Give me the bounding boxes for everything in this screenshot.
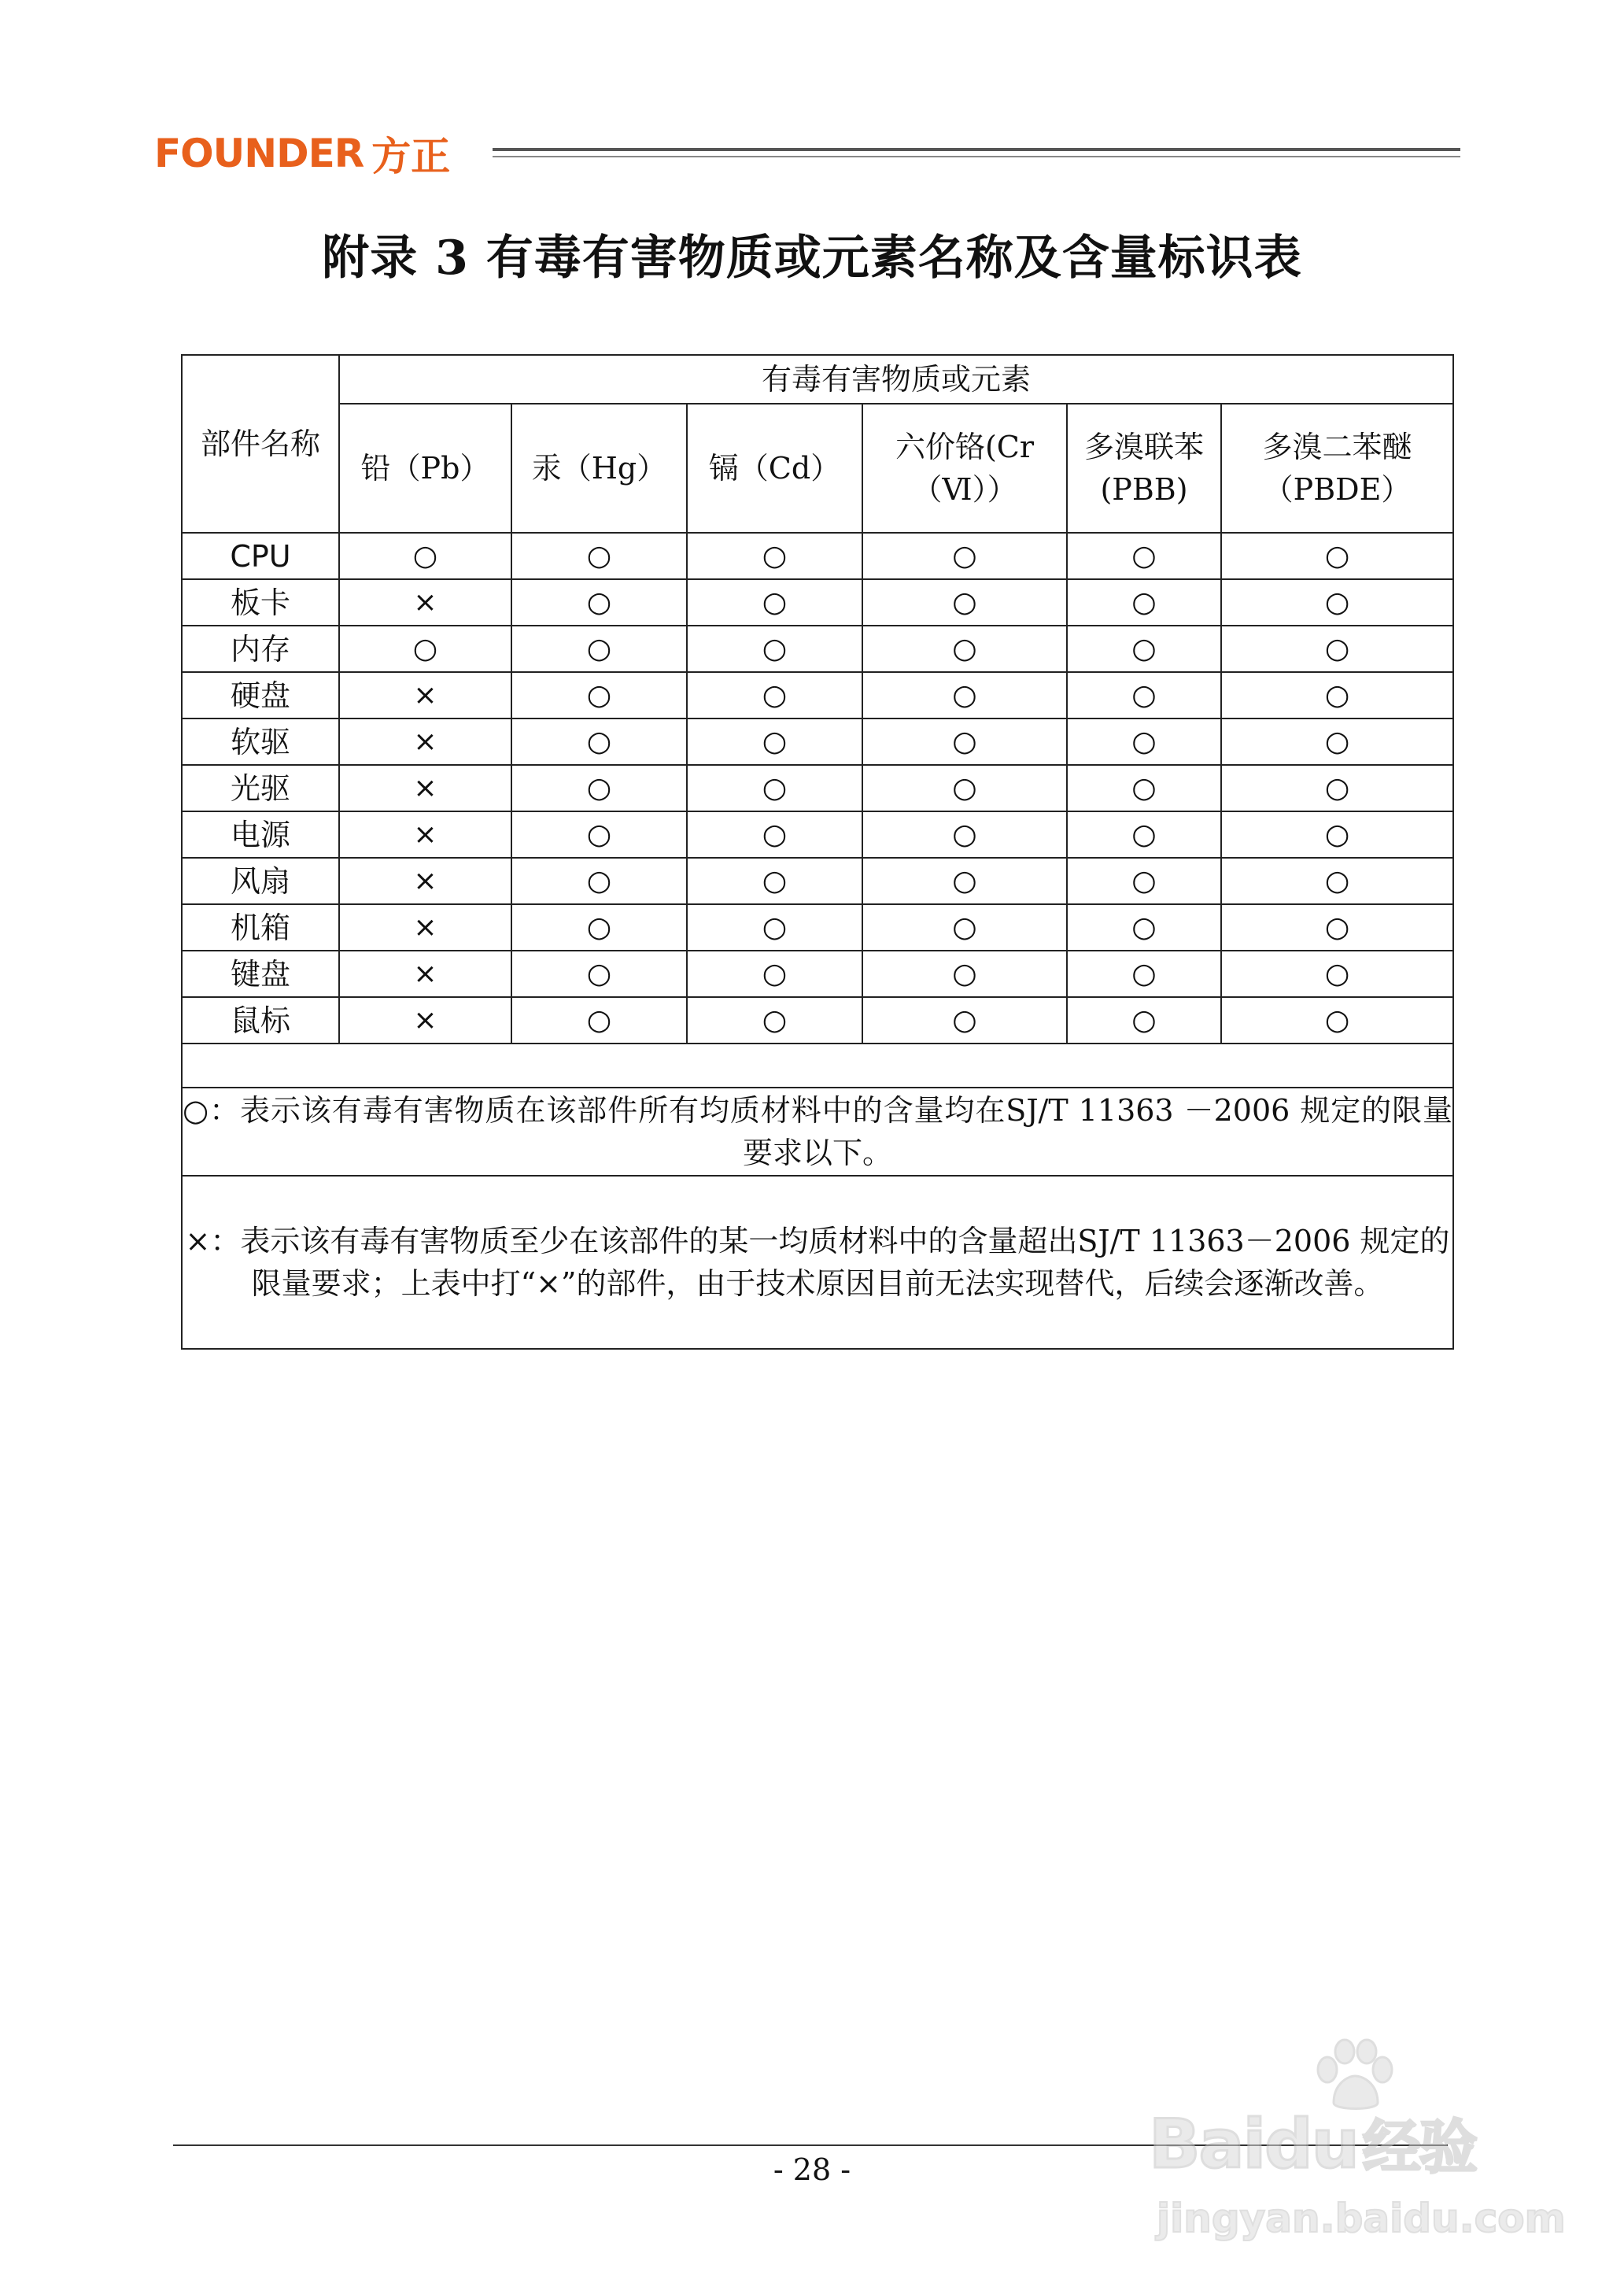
part-name-cell: 电源 [182,811,339,858]
substance-mark-cell: ○ [511,858,687,904]
substance-mark-cell: ○ [862,579,1067,626]
substance-header-hg: 汞（Hg） [511,404,687,533]
substance-mark-cell: ○ [511,579,687,626]
table-row [182,951,1453,997]
baidu-watermark [1149,2038,1566,2259]
table-row [182,579,1453,626]
substance-mark-cell: ○ [1221,533,1453,579]
substance-mark-cell: ○ [687,718,862,765]
substance-mark-cell: ○ [862,904,1067,951]
substance-mark-cell: ○ [511,997,687,1044]
logo-latin-text: FOUNDER [154,131,364,176]
substance-mark-cell: ○ [1221,951,1453,997]
substance-mark-cell: ○ [1067,951,1221,997]
substance-mark-cell: × [339,858,511,904]
page-title: 附录 3 有毒有害物质或元素名称及含量标识表 [322,231,1302,286]
substance-mark-cell: ○ [511,951,687,997]
substance-mark-cell: ○ [511,811,687,858]
substance-mark-cell: ○ [862,858,1067,904]
substance-mark-cell: ○ [511,672,687,718]
page-header [154,126,1460,181]
substance-header-pbb: 多溴联苯(PBB) [1067,404,1221,533]
substance-header-pb: 铅（Pb） [339,404,511,533]
substance-mark-cell: ○ [1067,579,1221,626]
substance-mark-cell: ○ [862,997,1067,1044]
substance-mark-cell: ○ [1221,811,1453,858]
part-name-cell: 键盘 [182,951,339,997]
substance-mark-cell: ○ [1067,811,1221,858]
part-name-cell: 软驱 [182,718,339,765]
substance-mark-cell: ○ [339,533,511,579]
substance-mark-cell: × [339,718,511,765]
substance-mark-cell: ○ [687,765,862,811]
part-name-cell: 风扇 [182,858,339,904]
table-row [182,718,1453,765]
note-cross-legend-row [182,1176,1453,1349]
substance-mark-cell: ○ [1067,626,1221,672]
substance-mark-cell: ○ [1221,765,1453,811]
part-name-cell: 板卡 [182,579,339,626]
part-name-cell: 内存 [182,626,339,672]
substance-mark-cell: × [339,811,511,858]
substance-mark-cell: × [339,672,511,718]
substance-mark-cell: ○ [687,579,862,626]
note-circle-legend-row [182,1088,1453,1176]
substance-mark-cell: ○ [1067,765,1221,811]
substance-mark-cell: ○ [1221,579,1453,626]
substance-mark-cell: ○ [511,765,687,811]
substance-mark-cell: ○ [1067,672,1221,718]
substance-mark-cell: ○ [511,533,687,579]
header-rule-thick [493,148,1460,151]
part-name-cell: 鼠标 [182,997,339,1044]
table-row [182,765,1453,811]
watermark-url: jingyan.baidu.com [1157,2196,1566,2241]
substance-mark-cell: ○ [862,765,1067,811]
substance-mark-cell: ○ [1067,997,1221,1044]
substance-mark-cell: ○ [687,997,862,1044]
substance-mark-cell: × [339,765,511,811]
table-row [182,811,1453,858]
table-row [182,626,1453,672]
substance-mark-cell: ○ [687,858,862,904]
note-circle-legend [182,1088,1453,1176]
part-name-cell: 机箱 [182,904,339,951]
substance-mark-cell: ○ [1067,533,1221,579]
substance-mark-cell: ○ [1221,904,1453,951]
note-cross-legend-text: ×：表示该有毒有害物质至少在该部件的某一均质材料中的含量超出SJ/T 11363－2006 规定的限量要求；上表中打“×”的部件，由于技术原因目前无法实现替代，后续会逐渐改善。 [185,1224,1450,1301]
part-name-cell: 硬盘 [182,672,339,718]
substance-header-cd: 镉（Cd） [687,404,862,533]
note-circle-legend-text: ○：表示该有毒有害物质在该部件所有均质材料中的含量均在SJ/T 11363 －2006 规定的限量要求以下。 [183,1093,1453,1170]
substance-header-pbde: 多溴二苯醚（PBDE） [1221,404,1453,533]
substance-mark-cell: ○ [862,718,1067,765]
substance-mark-cell: ○ [862,626,1067,672]
table-row [182,858,1453,904]
watermark-brand: Baidu经验 [1149,2105,1476,2184]
substance-mark-cell: ○ [339,626,511,672]
substance-mark-cell: ○ [687,533,862,579]
substance-mark-cell: × [339,904,511,951]
substance-mark-cell: ○ [1221,718,1453,765]
substance-header-row [182,404,1453,533]
substance-mark-cell: × [339,951,511,997]
table-row [182,672,1453,718]
header-rule-thin [493,156,1460,157]
substance-header-cr6: 六价铬(Cr（Ⅵ）） [862,404,1067,533]
hazardous-substance-table [181,354,1454,1350]
substance-mark-cell: × [339,997,511,1044]
substance-mark-cell: ○ [862,951,1067,997]
part-name-cell: 光驱 [182,765,339,811]
page-number: - 28 - [773,2152,851,2187]
substance-mark-cell: ○ [687,626,862,672]
part-name-header: 部件名称 [182,355,339,533]
substance-mark-cell: ○ [1221,672,1453,718]
empty-cell [182,1044,1453,1088]
substance-mark-cell: ○ [511,904,687,951]
substance-mark-cell: ○ [1221,997,1453,1044]
substance-mark-cell: ○ [687,811,862,858]
substance-mark-cell: ○ [687,672,862,718]
table-row [182,533,1453,579]
substance-mark-cell: ○ [1221,626,1453,672]
substance-mark-cell: ○ [862,533,1067,579]
substance-mark-cell: ○ [687,951,862,997]
table-row [182,997,1453,1044]
part-name-cell: CPU [182,533,339,579]
substance-mark-cell: ○ [862,672,1067,718]
substance-mark-cell: ○ [862,811,1067,858]
substance-mark-cell: ○ [1221,858,1453,904]
substance-mark-cell: ○ [1067,718,1221,765]
table-row [182,904,1453,951]
substance-mark-cell: ○ [1067,858,1221,904]
founder-logo [154,126,450,181]
substance-mark-cell: ○ [687,904,862,951]
substance-mark-cell: ○ [511,718,687,765]
substance-group-header: 有毒有害物质或元素 [339,355,1453,404]
logo-cjk-text: 方正 [371,134,451,179]
empty-row [182,1044,1453,1088]
note-cross-legend [182,1176,1453,1349]
substance-mark-cell: ○ [511,626,687,672]
substance-mark-cell: × [339,579,511,626]
substance-mark-cell: ○ [1067,904,1221,951]
